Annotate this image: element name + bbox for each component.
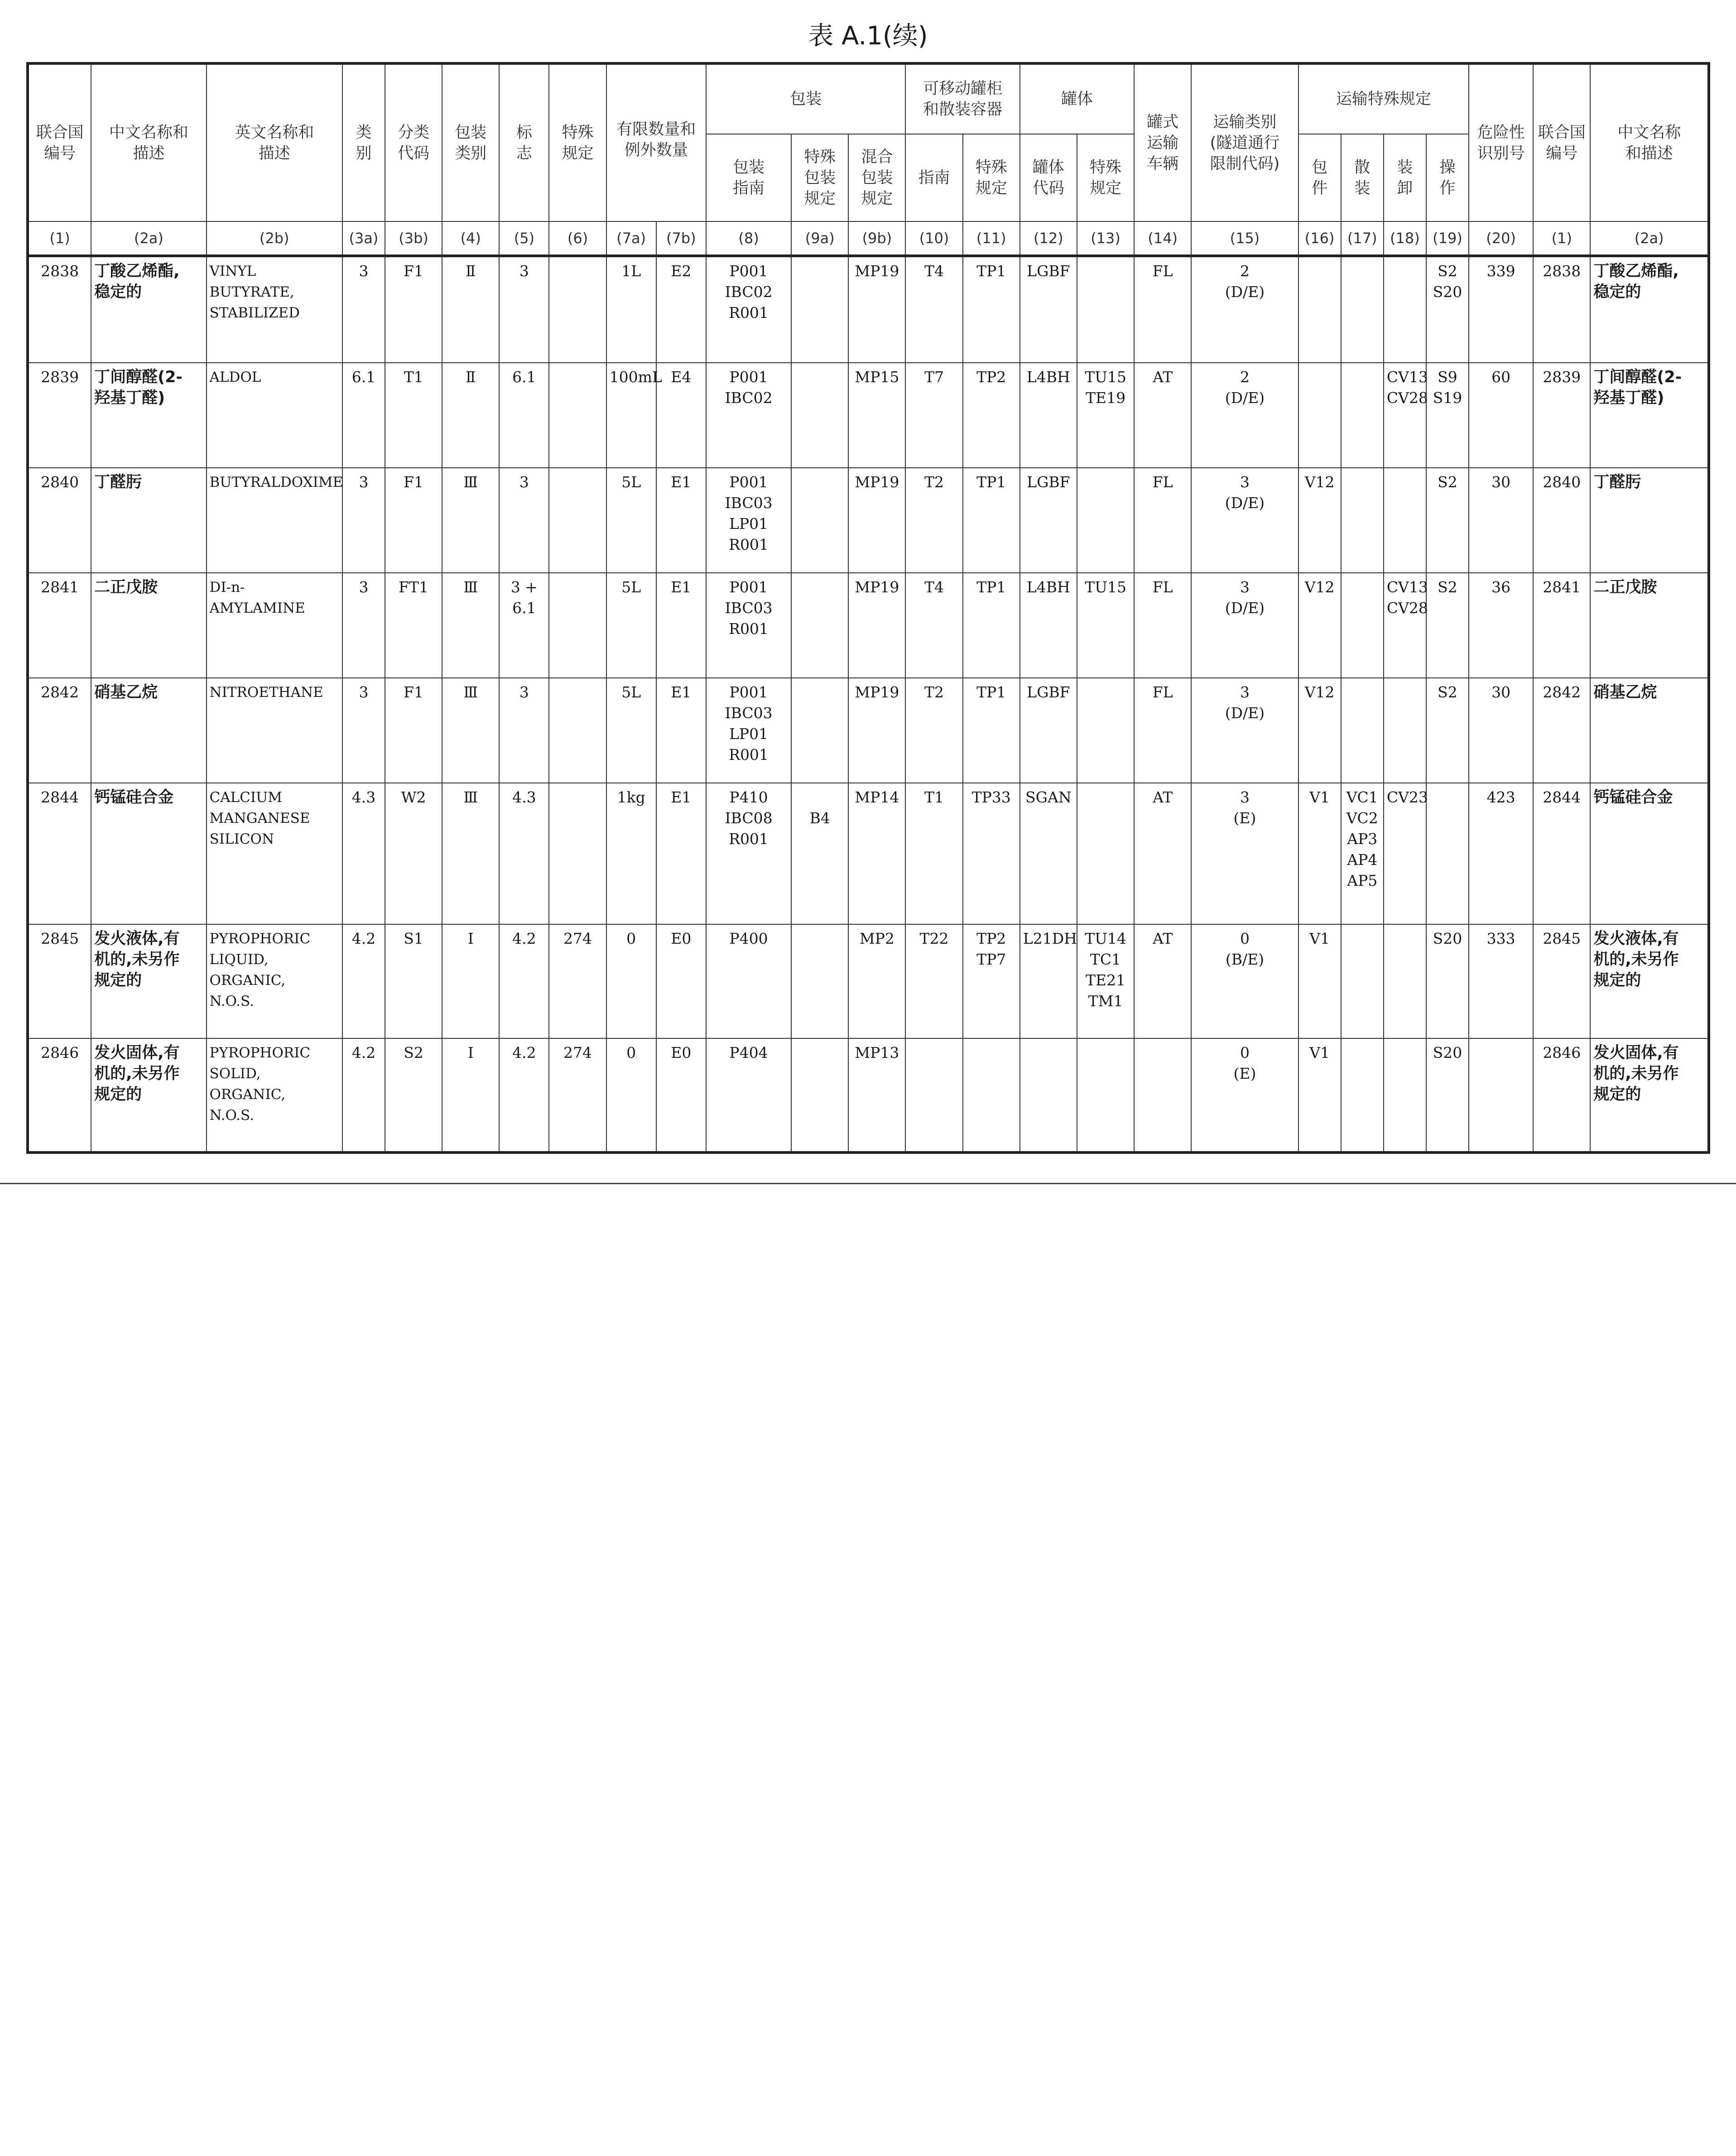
- cell-packing-group: Ⅱ: [442, 363, 499, 468]
- cell-name-cn: 丁酸乙烯酯, 稳定的: [91, 256, 206, 363]
- cell-sp-packages: [1298, 363, 1341, 468]
- cell-sp-operation: S2: [1426, 468, 1469, 573]
- cell-name-cn: 硝基乙烷: [91, 678, 206, 783]
- cell-un-number-repeat: 2845: [1533, 924, 1590, 1038]
- cell-label: 6.1: [499, 363, 549, 468]
- cell-tank-special: [1077, 678, 1134, 783]
- cell-name-en: ALDOL: [207, 363, 342, 468]
- cell-tank-special: [1077, 1038, 1134, 1152]
- cell-limited-quantity: 0: [606, 924, 656, 1038]
- cell-mixed-packing: MP19: [848, 468, 905, 573]
- cell-packing-group: Ⅲ: [442, 468, 499, 573]
- cell-name-cn-repeat: 钙锰硅合金: [1590, 783, 1709, 924]
- hdr-class: 类 别: [342, 63, 385, 221]
- cell-classification-code: F1: [385, 468, 442, 573]
- cell-mixed-packing: MP14: [848, 783, 905, 924]
- cell-classification-code: FT1: [385, 573, 442, 678]
- cell-label: 4.2: [499, 1038, 549, 1152]
- cell-sp-bulk: [1341, 363, 1384, 468]
- cell-packing-instruction: P400: [706, 924, 791, 1038]
- cell-un-number-repeat: 2839: [1533, 363, 1590, 468]
- column-number: (16): [1298, 221, 1341, 256]
- column-number: (20): [1469, 221, 1533, 256]
- cell-un-number: 2841: [28, 573, 91, 678]
- table-row: [28, 256, 1709, 363]
- cell-special-packing: [791, 1038, 848, 1152]
- table-row: [28, 783, 1709, 924]
- cell-name-cn: 丁间醇醛(2- 羟基丁醛): [91, 363, 206, 468]
- cell-tank-code: LGBF: [1020, 678, 1077, 783]
- cell-packing-instruction: P410 IBC08 R001: [706, 783, 791, 924]
- cell-un-number: 2846: [28, 1038, 91, 1152]
- cell-portable-tank-instruction: T22: [905, 924, 962, 1038]
- cell-sp-loading: [1384, 256, 1426, 363]
- cell-special-packing: B4: [791, 783, 848, 924]
- cell-portable-tank-instruction: [905, 1038, 962, 1152]
- cell-portable-tank-instruction: T1: [905, 783, 962, 924]
- cell-classification-code: F1: [385, 256, 442, 363]
- cell-special-provision: 274: [549, 924, 606, 1038]
- cell-excepted-quantity: E1: [656, 573, 706, 678]
- cell-portable-tank-special: TP2: [963, 363, 1020, 468]
- column-number: (10): [905, 221, 962, 256]
- cell-tank-vehicle: FL: [1134, 256, 1191, 363]
- cell-un-number: 2838: [28, 256, 91, 363]
- cell-portable-tank-special: TP1: [963, 573, 1020, 678]
- cell-tank-special: TU15: [1077, 573, 1134, 678]
- cell-packing-group: Ⅱ: [442, 256, 499, 363]
- cell-mixed-packing: MP15: [848, 363, 905, 468]
- cell-packing-instruction: P001 IBC03 LP01 R001: [706, 468, 791, 573]
- hdr-limited-quantities: 有限数量和 例外数量: [606, 63, 706, 221]
- column-number: (12): [1020, 221, 1077, 256]
- cell-sp-operation: S9 S19: [1426, 363, 1469, 468]
- cell-name-cn-repeat: 硝基乙烷: [1590, 678, 1709, 783]
- cell-un-number-repeat: 2840: [1533, 468, 1590, 573]
- column-number: (1): [1533, 221, 1590, 256]
- hdr-class-code: 分类 代码: [385, 63, 442, 221]
- cell-sp-loading: [1384, 924, 1426, 1038]
- cell-sp-packages: V12: [1298, 468, 1341, 573]
- cell-transport-category: 3 (D/E): [1191, 468, 1298, 573]
- cell-special-provision: [549, 678, 606, 783]
- hdr-label: 标 志: [499, 63, 549, 221]
- cell-class: 3: [342, 256, 385, 363]
- cell-label: 4.3: [499, 783, 549, 924]
- table-row: [28, 678, 1709, 783]
- cell-portable-tank-special: TP33: [963, 783, 1020, 924]
- table-row: [28, 363, 1709, 468]
- cell-classification-code: W2: [385, 783, 442, 924]
- cell-sp-operation: S2 S20: [1426, 256, 1469, 363]
- cell-name-cn: 发火液体,有 机的,未另作 规定的: [91, 924, 206, 1038]
- cell-tank-code: LGBF: [1020, 256, 1077, 363]
- cell-name-cn-repeat: 发火固体,有 机的,未另作 规定的: [1590, 1038, 1709, 1152]
- cell-excepted-quantity: E0: [656, 924, 706, 1038]
- cell-name-en: NITROETHANE: [207, 678, 342, 783]
- cell-transport-category: 3 (D/E): [1191, 678, 1298, 783]
- column-number: (9a): [791, 221, 848, 256]
- cell-class: 3: [342, 468, 385, 573]
- cell-portable-tank-special: TP1: [963, 256, 1020, 363]
- cell-sp-bulk: [1341, 573, 1384, 678]
- hdr-name-cn-repeat: 中文名称 和描述: [1590, 63, 1709, 221]
- cell-class: 4.2: [342, 1038, 385, 1152]
- cell-sp-loading: [1384, 1038, 1426, 1152]
- cell-portable-tank-special: TP1: [963, 678, 1020, 783]
- cell-tank-special: TU15 TE19: [1077, 363, 1134, 468]
- cell-mixed-packing: MP19: [848, 678, 905, 783]
- cell-portable-tank-instruction: T4: [905, 256, 962, 363]
- cell-sp-loading: [1384, 678, 1426, 783]
- table-row: [28, 924, 1709, 1038]
- cell-un-number: 2844: [28, 783, 91, 924]
- cell-limited-quantity: 100mL: [606, 363, 656, 468]
- cell-excepted-quantity: E1: [656, 783, 706, 924]
- cell-label: 3: [499, 256, 549, 363]
- cell-name-en: DI-n- AMYLAMINE: [207, 573, 342, 678]
- cell-mixed-packing: MP13: [848, 1038, 905, 1152]
- column-number: (2a): [1590, 221, 1709, 256]
- cell-tank-code: L4BH: [1020, 573, 1077, 678]
- column-number: (19): [1426, 221, 1469, 256]
- cell-class: 6.1: [342, 363, 385, 468]
- cell-mixed-packing: MP19: [848, 573, 905, 678]
- cell-excepted-quantity: E1: [656, 678, 706, 783]
- cell-sp-packages: V1: [1298, 783, 1341, 924]
- cell-hazard-id: 36: [1469, 573, 1533, 678]
- cell-un-number: 2839: [28, 363, 91, 468]
- cell-tank-vehicle: AT: [1134, 363, 1191, 468]
- column-number: (17): [1341, 221, 1384, 256]
- cell-hazard-id: 333: [1469, 924, 1533, 1038]
- cell-sp-bulk: [1341, 468, 1384, 573]
- cell-sp-loading: [1384, 468, 1426, 573]
- cell-class: 4.3: [342, 783, 385, 924]
- cell-special-packing: [791, 256, 848, 363]
- hdr-special-provisions: 特殊 规定: [549, 63, 606, 221]
- cell-sp-packages: [1298, 256, 1341, 363]
- cell-tank-special: [1077, 256, 1134, 363]
- cell-sp-operation: S20: [1426, 924, 1469, 1038]
- cell-sp-operation: S20: [1426, 1038, 1469, 1152]
- cell-sp-operation: S2: [1426, 678, 1469, 783]
- cell-class: 3: [342, 678, 385, 783]
- cell-un-number-repeat: 2842: [1533, 678, 1590, 783]
- cell-tank-vehicle: AT: [1134, 924, 1191, 1038]
- cell-name-cn: 钙锰硅合金: [91, 783, 206, 924]
- cell-label: 3: [499, 468, 549, 573]
- hdr-hazard-id: 危险性 识别号: [1469, 63, 1533, 221]
- cell-packing-group: Ⅰ: [442, 1038, 499, 1152]
- hdr-transport-category: 运输类别 (隧道通行 限制代码): [1191, 63, 1298, 221]
- hdr-tank-code: 罐体 代码: [1020, 134, 1077, 221]
- cell-sp-bulk: [1341, 678, 1384, 783]
- cell-special-provision: [549, 256, 606, 363]
- cell-excepted-quantity: E2: [656, 256, 706, 363]
- cell-un-number: 2845: [28, 924, 91, 1038]
- cell-name-cn-repeat: 丁醛肟: [1590, 468, 1709, 573]
- cell-sp-bulk: [1341, 256, 1384, 363]
- cell-limited-quantity: 1L: [606, 256, 656, 363]
- cell-special-packing: [791, 363, 848, 468]
- hdr-portable-tanks: 可移动罐柜 和散装容器: [905, 63, 1019, 134]
- cell-name-cn-repeat: 发火液体,有 机的,未另作 规定的: [1590, 924, 1709, 1038]
- cell-tank-code: [1020, 1038, 1077, 1152]
- cell-tank-code: L21DH: [1020, 924, 1077, 1038]
- cell-tank-vehicle: FL: [1134, 468, 1191, 573]
- cell-transport-category: 3 (E): [1191, 783, 1298, 924]
- cell-packing-instruction: P001 IBC03 LP01 R001: [706, 678, 791, 783]
- cell-tank-code: L4BH: [1020, 363, 1077, 468]
- cell-hazard-id: 30: [1469, 468, 1533, 573]
- hdr-special-provisions-carriage: 运输特殊规定: [1298, 63, 1469, 134]
- cell-sp-bulk: VC1 VC2 AP3 AP4 AP5: [1341, 783, 1384, 924]
- cell-hazard-id: 339: [1469, 256, 1533, 363]
- hdr-name-en: 英文名称和 描述: [207, 63, 342, 221]
- cell-sp-bulk: [1341, 1038, 1384, 1152]
- cell-label: 3 + 6.1: [499, 573, 549, 678]
- table-title: 表 A.1(续): [808, 21, 928, 51]
- cell-classification-code: F1: [385, 678, 442, 783]
- column-number: (2a): [91, 221, 206, 256]
- cell-label: 3: [499, 678, 549, 783]
- cell-transport-category: 2 (D/E): [1191, 256, 1298, 363]
- cell-class: 3: [342, 573, 385, 678]
- cell-label: 4.2: [499, 924, 549, 1038]
- cell-tank-code: LGBF: [1020, 468, 1077, 573]
- column-number: (1): [28, 221, 91, 256]
- cell-tank-vehicle: AT: [1134, 783, 1191, 924]
- cell-portable-tank-instruction: T4: [905, 573, 962, 678]
- cell-classification-code: S2: [385, 1038, 442, 1152]
- cell-un-number-repeat: 2846: [1533, 1038, 1590, 1152]
- cell-transport-category: 2 (D/E): [1191, 363, 1298, 468]
- cell-packing-group: Ⅰ: [442, 924, 499, 1038]
- cell-tank-special: [1077, 783, 1134, 924]
- cell-tank-vehicle: [1134, 1038, 1191, 1152]
- cell-name-cn-repeat: 丁酸乙烯酯, 稳定的: [1590, 256, 1709, 363]
- cell-special-provision: [549, 573, 606, 678]
- cell-name-en: PYROPHORIC SOLID, ORGANIC, N.O.S.: [207, 1038, 342, 1152]
- cell-packing-instruction: P001 IBC03 R001: [706, 573, 791, 678]
- cell-transport-category: 0 (E): [1191, 1038, 1298, 1152]
- hdr-un-no-repeat: 联合国 编号: [1533, 63, 1590, 221]
- cell-limited-quantity: 5L: [606, 468, 656, 573]
- cell-un-number: 2842: [28, 678, 91, 783]
- column-number: (2b): [207, 221, 342, 256]
- hdr-packaging: 包装: [706, 63, 906, 134]
- cell-tank-special: TU14 TC1 TE21 TM1: [1077, 924, 1134, 1038]
- cell-special-provision: 274: [549, 1038, 606, 1152]
- cell-excepted-quantity: E1: [656, 468, 706, 573]
- cell-portable-tank-special: [963, 1038, 1020, 1152]
- table-row: [28, 468, 1709, 573]
- cell-sp-loading: CV13 CV28: [1384, 573, 1426, 678]
- cell-sp-loading: CV23: [1384, 783, 1426, 924]
- hdr-packages: 包 件: [1298, 134, 1341, 221]
- cell-packing-group: Ⅲ: [442, 783, 499, 924]
- cell-classification-code: T1: [385, 363, 442, 468]
- column-number: (7a): [606, 221, 656, 256]
- cell-un-number-repeat: 2841: [1533, 573, 1590, 678]
- cell-tank-vehicle: FL: [1134, 573, 1191, 678]
- column-number: (7b): [656, 221, 706, 256]
- column-number: (15): [1191, 221, 1298, 256]
- cell-hazard-id: [1469, 1038, 1533, 1152]
- cell-special-packing: [791, 678, 848, 783]
- cell-packing-group: Ⅲ: [442, 573, 499, 678]
- cell-packing-instruction: P001 IBC02 R001: [706, 256, 791, 363]
- column-number: (13): [1077, 221, 1134, 256]
- column-number: (5): [499, 221, 549, 256]
- cell-special-packing: [791, 924, 848, 1038]
- hdr-special-packing: 特殊 包装 规定: [791, 134, 848, 221]
- table-row: [28, 573, 1709, 678]
- cell-special-packing: [791, 573, 848, 678]
- cell-portable-tank-instruction: T7: [905, 363, 962, 468]
- column-number: (3a): [342, 221, 385, 256]
- cell-sp-packages: V1: [1298, 1038, 1341, 1152]
- cell-special-packing: [791, 468, 848, 573]
- cell-un-number: 2840: [28, 468, 91, 573]
- cell-sp-loading: CV13 CV28: [1384, 363, 1426, 468]
- cell-portable-tank-instruction: T2: [905, 468, 962, 573]
- cell-hazard-id: 30: [1469, 678, 1533, 783]
- cell-packing-group: Ⅲ: [442, 678, 499, 783]
- column-number: (11): [963, 221, 1020, 256]
- cell-sp-packages: V12: [1298, 678, 1341, 783]
- cell-mixed-packing: MP19: [848, 256, 905, 363]
- column-number: (14): [1134, 221, 1191, 256]
- cell-packing-instruction: P001 IBC02: [706, 363, 791, 468]
- cell-name-cn: 丁醛肟: [91, 468, 206, 573]
- table-body: [28, 256, 1709, 1152]
- cell-portable-tank-special: TP2 TP7: [963, 924, 1020, 1038]
- cell-hazard-id: 423: [1469, 783, 1533, 924]
- table-row: [28, 1038, 1709, 1152]
- cell-portable-tank-instruction: T2: [905, 678, 962, 783]
- cell-tank-vehicle: FL: [1134, 678, 1191, 783]
- hdr-un-no: 联合国 编号: [28, 63, 91, 221]
- page-divider: [0, 1183, 1736, 1184]
- cell-name-cn: 发火固体,有 机的,未另作 规定的: [91, 1038, 206, 1152]
- cell-limited-quantity: 5L: [606, 678, 656, 783]
- cell-name-en: PYROPHORIC LIQUID, ORGANIC, N.O.S.: [207, 924, 342, 1038]
- cell-limited-quantity: 0: [606, 1038, 656, 1152]
- cell-transport-category: 0 (B/E): [1191, 924, 1298, 1038]
- column-number: (18): [1384, 221, 1426, 256]
- column-number: (9b): [848, 221, 905, 256]
- cell-excepted-quantity: E0: [656, 1038, 706, 1152]
- cell-name-en: BUTYRALDOXIME: [207, 468, 342, 573]
- cell-name-cn: 二正戊胺: [91, 573, 206, 678]
- cell-name-en: CALCIUM MANGANESE SILICON: [207, 783, 342, 924]
- cell-hazard-id: 60: [1469, 363, 1533, 468]
- cell-sp-packages: V12: [1298, 573, 1341, 678]
- cell-tank-special: [1077, 468, 1134, 573]
- cell-sp-packages: V1: [1298, 924, 1341, 1038]
- cell-excepted-quantity: E4: [656, 363, 706, 468]
- hdr-name-cn: 中文名称和 描述: [91, 63, 206, 221]
- cell-class: 4.2: [342, 924, 385, 1038]
- hdr-bulk: 散 装: [1341, 134, 1384, 221]
- column-number: (3b): [385, 221, 442, 256]
- cell-sp-operation: [1426, 783, 1469, 924]
- cell-un-number-repeat: 2844: [1533, 783, 1590, 924]
- cell-portable-tank-special: TP1: [963, 468, 1020, 573]
- column-number: (6): [549, 221, 606, 256]
- cell-classification-code: S1: [385, 924, 442, 1038]
- cell-mixed-packing: MP2: [848, 924, 905, 1038]
- hdr-loading: 装 卸: [1384, 134, 1426, 221]
- cell-special-provision: [549, 468, 606, 573]
- cell-name-cn-repeat: 丁间醇醛(2- 羟基丁醛): [1590, 363, 1709, 468]
- hdr-packing-instructions: 包装 指南: [706, 134, 791, 221]
- cell-tank-code: SGAN: [1020, 783, 1077, 924]
- cell-un-number-repeat: 2838: [1533, 256, 1590, 363]
- hdr-packing-group: 包装 类别: [442, 63, 499, 221]
- cell-transport-category: 3 (D/E): [1191, 573, 1298, 678]
- hdr-operation: 操 作: [1426, 134, 1469, 221]
- cell-name-cn-repeat: 二正戊胺: [1590, 573, 1709, 678]
- cell-special-provision: [549, 363, 606, 468]
- cell-limited-quantity: 1kg: [606, 783, 656, 924]
- cell-packing-instruction: P404: [706, 1038, 791, 1152]
- hdr-tank-code-special: 特殊 规定: [1077, 134, 1134, 221]
- column-number: (4): [442, 221, 499, 256]
- cell-special-provision: [549, 783, 606, 924]
- dangerous-goods-table: [26, 62, 1710, 1154]
- cell-name-en: VINYL BUTYRATE, STABILIZED: [207, 256, 342, 363]
- cell-sp-bulk: [1341, 924, 1384, 1038]
- hdr-mixed-packing: 混合 包装 规定: [848, 134, 905, 221]
- hdr-tanks: 罐体: [1020, 63, 1134, 134]
- column-number-row: [28, 221, 1709, 256]
- cell-sp-operation: S2: [1426, 573, 1469, 678]
- cell-limited-quantity: 5L: [606, 573, 656, 678]
- hdr-tank-special: 特殊 规定: [963, 134, 1020, 221]
- hdr-tank-instructions: 指南: [905, 134, 962, 221]
- column-number: (8): [706, 221, 791, 256]
- hdr-tank-vehicle: 罐式 运输 车辆: [1134, 63, 1191, 221]
